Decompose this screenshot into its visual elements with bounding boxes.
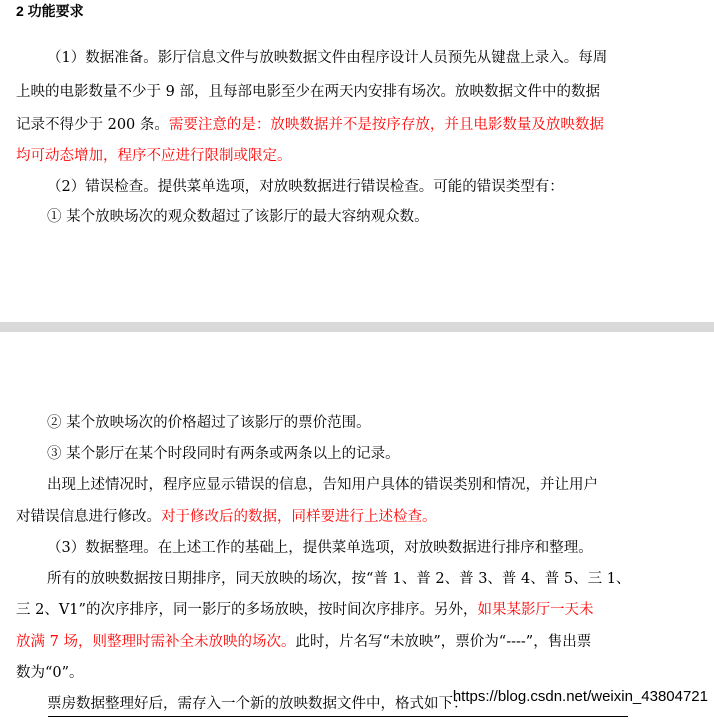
divider <box>48 716 628 717</box>
paragraph-line: 数为“0”。 <box>16 665 84 681</box>
highlighted-text: 如果某影厅一天未 <box>477 602 594 618</box>
paragraph-line: 所有的放映数据按日期排序，同天放映的场次，按“普 1、普 2、普 3、普 4、普 5、三 1、 <box>47 571 631 587</box>
paragraph-line <box>16 632 591 652</box>
section-heading: 2 功能要求 <box>16 3 84 19</box>
highlighted-text: 均可动态增加，程序不应进行限制或限定。 <box>16 148 292 164</box>
list-item: ② 某个放映场次的价格超过了该影厅的票价范围。 <box>47 415 371 431</box>
paragraph-line: （1）数据准备。影厅信息文件与放映数据文件由程序设计人员预先从键盘上录入。每周 <box>47 50 608 66</box>
page-separator <box>0 322 714 332</box>
paragraph-line: （2）错误检查。提供菜单选项，对放映数据进行错误检查。可能的错误类型有： <box>47 179 564 195</box>
highlighted-text: 放满 7 场，则整理时需补全未放映的场次。 <box>16 634 296 650</box>
watermark-url: https://blog.csdn.net/weixin_43804721 <box>452 688 708 705</box>
highlighted-text: 需要注意的是：放映数据并不是按序存放，并且电影数量及放映数据 <box>168 117 604 133</box>
paragraph-line: 出现上述情况时，程序应显示错误的信息，告知用户具体的错误类别和情况，并让用户 <box>47 477 598 493</box>
paragraph-line <box>16 115 604 135</box>
plain-text: 三 2、V1”的次序排序，同一影厅的多场放映，按时间次序排序。另外， <box>16 602 478 618</box>
list-item: ③ 某个影厅在某个时段同时有两条或两条以上的记录。 <box>47 446 400 462</box>
document-page-2 <box>0 332 714 720</box>
plain-text: 记录不得少于 200 条。 <box>16 117 169 133</box>
paragraph-line <box>16 600 593 620</box>
paragraph-line: 上映的电影数量不少于 9 部，且每部电影至少在两天内安排有场次。放映数据文件中的数据 <box>16 84 600 100</box>
plain-text: 此时，片名写“未放映”，票价为“----”，售出票 <box>295 634 592 650</box>
document-page-1 <box>0 0 714 322</box>
paragraph-line: 票房数据整理好后，需存入一个新的放映数据文件中，格式如下： <box>47 696 468 712</box>
paragraph-line: （3）数据整理。在上述工作的基础上，提供菜单选项，对放映数据进行排序和整理。 <box>47 540 593 556</box>
list-item: ① 某个放映场次的观众数超过了该影厅的最大容纳观众数。 <box>47 209 429 225</box>
highlighted-text: 对于修改后的数据，同样要进行上述检查。 <box>161 509 437 525</box>
paragraph-line <box>16 507 437 527</box>
plain-text: 对错误信息进行修改。 <box>16 509 161 525</box>
